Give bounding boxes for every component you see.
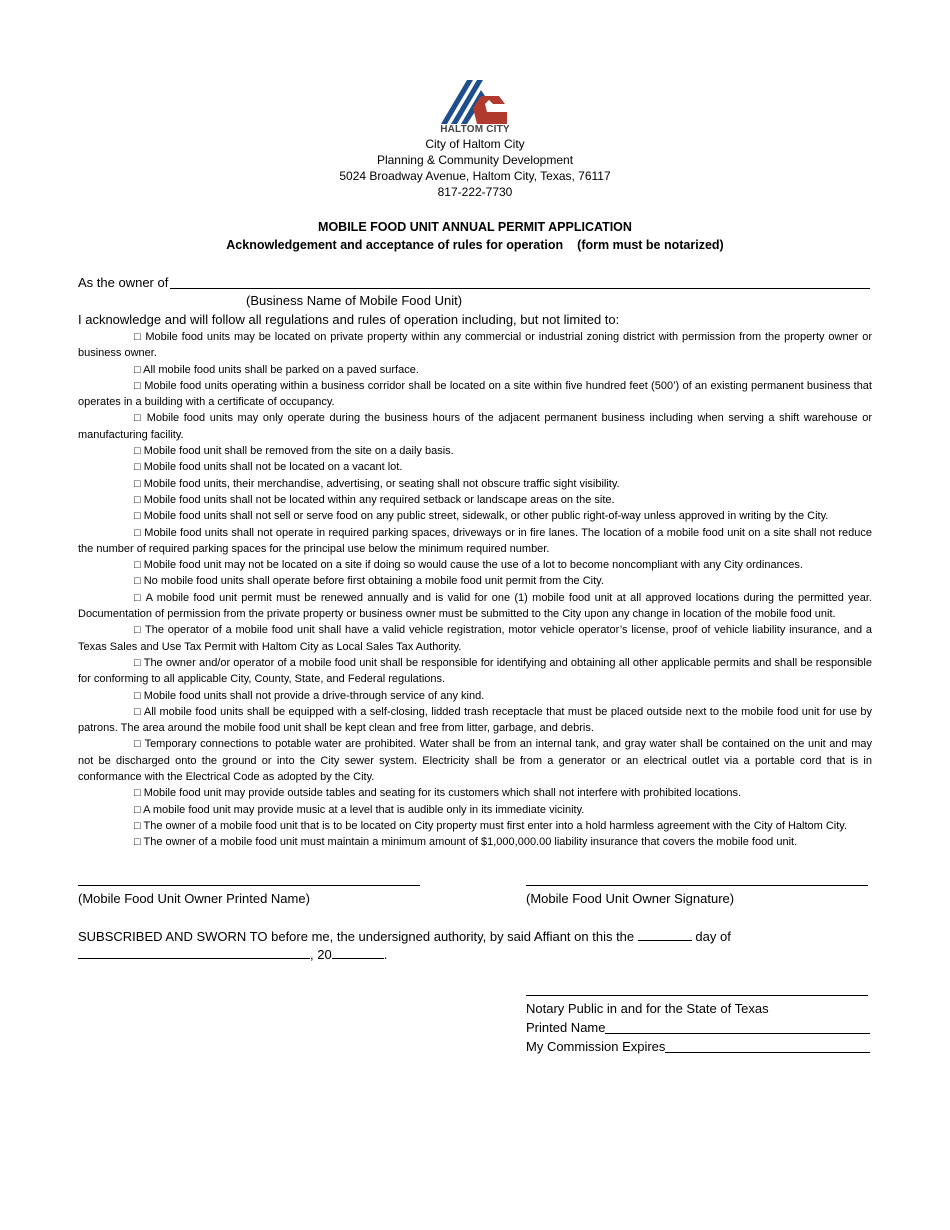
rule-item (78, 622, 872, 655)
checkbox-icon[interactable]: □ (134, 738, 142, 751)
notary-printed-name-field[interactable] (605, 1020, 870, 1034)
year-prefix: , 20 (310, 947, 332, 962)
rule-text: Temporary connections to potable water are prohibited. Water shall be from an internal tank, and gray water shall be contained on the unit and may not be discharged onto the ground or into the City sewer system. Electricity shall be from a generator or an electrical outlet via a portable cord that is in conformance with the Electrical Code as adopted by the City. (78, 738, 873, 784)
checkbox-icon[interactable]: □ (134, 510, 141, 523)
checkbox-icon[interactable]: □ (134, 705, 142, 718)
logo-text: HALTOM CITY (440, 124, 510, 135)
checkbox-icon[interactable]: □ (134, 836, 141, 849)
checkbox-icon[interactable]: □ (134, 412, 143, 425)
rule-text: Mobile food units shall not be located on a vacant lot. (143, 461, 403, 474)
business-name-label: (Business Name of Mobile Food Unit) (246, 293, 463, 308)
notary-title: Notary Public in and for the State of Texas (526, 1001, 769, 1016)
signature-field[interactable] (526, 885, 868, 886)
checkbox-icon[interactable]: □ (134, 689, 141, 702)
rule-text: Mobile food unit shall be removed from the site on a daily basis. (143, 445, 454, 458)
rule-text: Mobile food units shall not be located within any required setback or landscape areas on the site. (143, 493, 615, 506)
sworn-statement (78, 928, 878, 964)
phone: 817-222-7730 (437, 185, 513, 199)
rule-text: The owner of a mobile food unit that is to be located on City property must first enter into a hold harmless agreement with the City of Haltom City. (143, 819, 848, 832)
checkbox-icon[interactable]: □ (134, 493, 141, 506)
checkbox-icon[interactable]: □ (134, 656, 141, 669)
rule-item (78, 525, 872, 558)
sworn-end: . (383, 947, 388, 962)
sworn-text: SUBSCRIBED AND SWORN TO before me, the undersigned authority, by said Affiant on this the (78, 929, 635, 944)
rule-item (78, 834, 872, 850)
rule-item (78, 459, 872, 475)
rule-item (78, 736, 872, 785)
checkbox-icon[interactable]: □ (134, 526, 141, 539)
notary-commission-field[interactable] (665, 1039, 870, 1053)
rule-item (78, 492, 872, 508)
rule-item (78, 590, 872, 623)
checkbox-icon[interactable]: □ (134, 363, 141, 376)
rule-text: The operator of a mobile food unit shall have a valid vehicle registration, motor vehicle operator’s license, proof of vehicle liability insurance, and a Texas Sales and Use Tax Permit with Haltom City as Local Sales Tax Authority. (78, 624, 872, 653)
checkbox-icon[interactable]: □ (134, 559, 141, 572)
city-logo-graphic (437, 78, 513, 126)
form-title: MOBILE FOOD UNIT ANNUAL PERMIT APPLICATION (318, 220, 632, 234)
rule-item (78, 508, 872, 524)
day-field[interactable] (638, 928, 692, 941)
city-name: City of Haltom City (425, 137, 525, 151)
signature-label: (Mobile Food Unit Owner Signature) (526, 891, 735, 906)
owner-prefix: As the owner of (78, 275, 169, 290)
checkbox-icon[interactable]: □ (134, 331, 142, 343)
rule-item (78, 329, 872, 362)
printed-name-field[interactable] (78, 885, 420, 886)
rule-item (78, 573, 872, 589)
rule-text: No mobile food units shall operate before first obtaining a mobile food unit permit from the City. (143, 575, 604, 588)
notary-commission-label: My Commission Expires (526, 1039, 666, 1054)
haltom-city-logo (437, 78, 513, 136)
rule-item (78, 557, 872, 573)
rule-item (78, 410, 872, 443)
rule-text: Mobile food units, their merchandise, advertising, or seating shall not obscure traffic sight visibility. (143, 477, 620, 490)
rule-text: All mobile food units shall be equipped with a self-closing, lidded trash receptacle that must be placed outside next to the mobile food unit for use by patrons. The area around the mobile food unit shall be kept clean and free from litter, garbage, and debris. (78, 705, 873, 735)
year-field[interactable] (332, 946, 384, 959)
rule-text: All mobile food units shall be parked on a paved surface. (143, 363, 419, 376)
checkbox-icon[interactable]: □ (134, 591, 142, 604)
checkbox-icon[interactable]: □ (134, 379, 141, 392)
rule-text: A mobile food unit may provide music at a level that is audible only in its immediate vicinity. (143, 803, 585, 816)
rules-list (78, 329, 872, 851)
rule-text: The owner and/or operator of a mobile food unit shall be responsible for identifying and obtaining all other applicable permits and shall be responsible for conforming to all applicable City, County, State, and Federal regulations. (78, 656, 872, 686)
form-subtitle (0, 238, 950, 252)
rule-item (78, 785, 872, 801)
rule-text: Mobile food units shall not operate in required parking spaces, driveways or in fire lanes. The location of a mobile food unit on a site shall not reduce the number of required parking spaces for the principal use below the minimum required number. (78, 526, 872, 555)
month-field[interactable] (78, 946, 310, 959)
day-of-text: day of (695, 929, 731, 944)
business-name-field[interactable] (170, 275, 870, 289)
rule-text: Mobile food units shall not sell or serve food on any public street, sidewalk, or other public right-of-way unless approved in writing by the City. (143, 510, 829, 523)
subtitle-text: Acknowledgement and acceptance of rules for operation (226, 238, 564, 252)
checkbox-icon[interactable]: □ (134, 787, 141, 800)
rule-item (78, 704, 872, 737)
rule-item (78, 378, 872, 411)
checkbox-icon[interactable]: □ (134, 445, 141, 458)
notary-signature-field[interactable] (526, 995, 868, 996)
rule-text: Mobile food unit may provide outside tables and seating for its customers which shall not interfere with prohibited locations. (143, 787, 742, 800)
address: 5024 Broadway Avenue, Haltom City, Texas, 76117 (339, 169, 611, 183)
printed-name-label: (Mobile Food Unit Owner Printed Name) (78, 891, 310, 906)
rule-item (78, 362, 872, 378)
checkbox-icon[interactable]: □ (134, 819, 141, 832)
checkbox-icon[interactable]: □ (134, 624, 142, 637)
rule-text: The owner of a mobile food unit must maintain a minimum amount of $1,000,000.00 liability insurance that covers the mobile food unit. (143, 836, 798, 849)
rule-text: Mobile food units shall not provide a drive-through service of any kind. (143, 689, 485, 702)
rule-item (78, 688, 872, 704)
rule-item (78, 476, 872, 492)
checkbox-icon[interactable]: □ (134, 575, 141, 588)
department-name: Planning & Community Development (376, 153, 574, 167)
rule-item (78, 655, 872, 688)
checkbox-icon[interactable]: □ (134, 461, 141, 474)
rule-text: Mobile food units may only operate during the business hours of the adjacent permanent business including when serving a shift warehouse or manufacturing facility. (78, 412, 872, 441)
checkbox-icon[interactable]: □ (134, 803, 141, 816)
checkbox-icon[interactable]: □ (134, 477, 141, 490)
notary-printed-name-label: Printed Name (526, 1020, 606, 1035)
rule-text: Mobile food units may be located on private property within any commercial or industrial zoning district with permission from the property owner or business owner. (78, 331, 872, 360)
rule-text: Mobile food unit may not be located on a site if doing so would cause the use of a lot to become noncompliant with any City ordinances. (143, 559, 803, 572)
rule-item (78, 818, 872, 834)
rule-text: Mobile food units operating within a business corridor shall be located on a site within five hundred feet (500’) of an existing permanent business that operates in a building with a certificate of occupancy. (78, 379, 872, 409)
owner-line (78, 275, 870, 290)
rule-text: A mobile food unit permit must be renewed annually and is valid for one (1) mobile food unit at all approved locations during the permitted year. Documentation of permission from the private property or business owner must be submitted to the City upon any change in location of the mobile food unit. (78, 591, 872, 621)
rule-item (78, 802, 872, 818)
acknowledge-text: I acknowledge and will follow all regulations and rules of operation including, but not limited to: (78, 312, 620, 327)
rule-item (78, 443, 872, 459)
notarized-note: (form must be notarized) (577, 238, 724, 252)
notary-commission-row (526, 1039, 870, 1054)
notary-printed-name-row (526, 1020, 870, 1035)
